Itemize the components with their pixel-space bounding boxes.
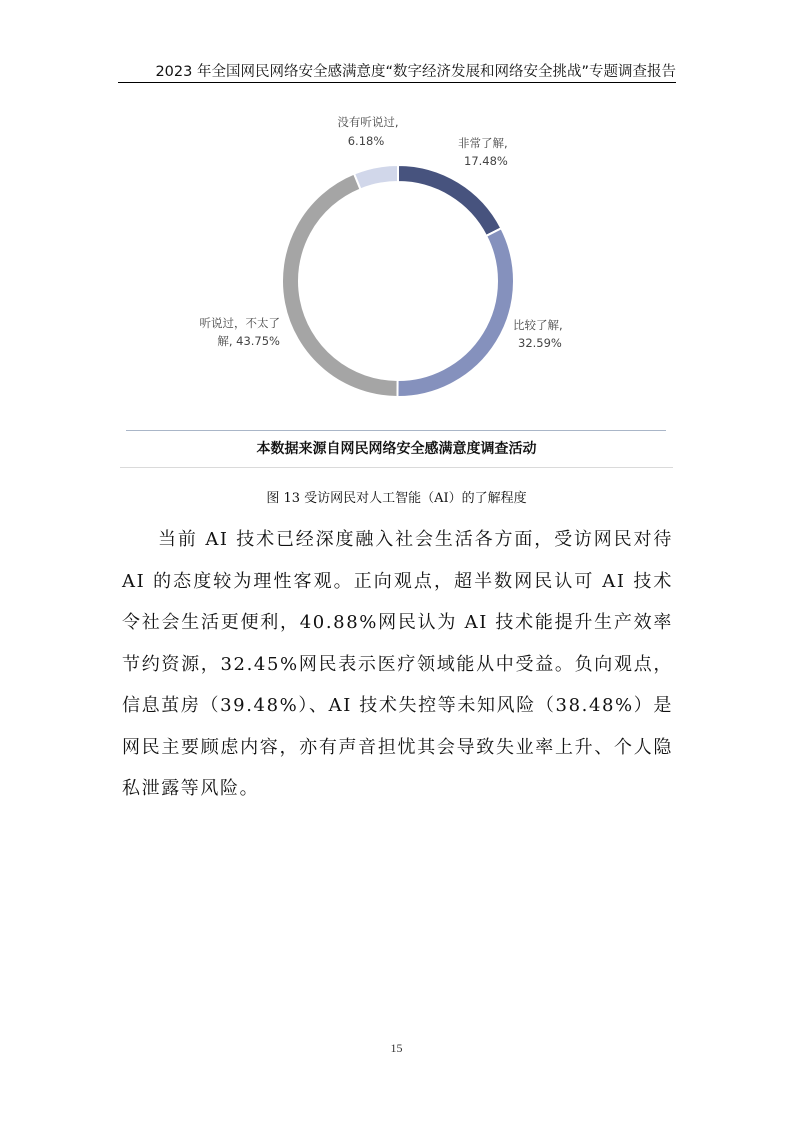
- report-header-title: 2023 年全国网民网络安全感满意度“数字经济发展和网络安全挑战”专题调查报告: [155, 64, 676, 80]
- donut-chart: [190, 105, 610, 400]
- slice-very-familiar: [398, 165, 501, 236]
- value-never-heard: 6.18%: [347, 134, 385, 148]
- body-paragraph: 当前 AI 技术已经深度融入社会生活各方面，受访网民对待 AI 的态度较为理性客观。正向观点，超半数网民认可 AI 技术令社会生活更便利，40.88%网民认为 AI 技术能提升生产效率节约资源，32.45%网民表示医疗领域能从中受益。负向观点，信息茧房（39.48%）、AI 技术失控等未知风险（38.48%）是网民主要顾虑内容，亦有声音担忧其会导致失业率上升、个人隐私泄露等风险。: [122, 529, 673, 799]
- label-heard-not-familiar-line2: 解, 43.75%: [217, 334, 280, 348]
- data-source-caption: 本数据来源自网民网络安全感满意度调查活动: [256, 441, 537, 457]
- label-somewhat-familiar: 比较了解,: [513, 318, 563, 332]
- slice-never-heard: [354, 165, 398, 189]
- figure-caption: 图 13 受访网民对人工智能（AI）的了解程度: [266, 491, 527, 506]
- slice-somewhat-familiar: [397, 228, 514, 397]
- label-heard-not-familiar-line1: 听说过，不太了: [199, 316, 280, 330]
- slice-heard-not-familiar: [282, 174, 398, 397]
- label-never-heard: 没有听说过,: [337, 115, 399, 129]
- header-divider: [118, 82, 676, 83]
- chart-divider: [126, 430, 666, 431]
- page-number: 15: [390, 1041, 403, 1055]
- value-somewhat-familiar: 32.59%: [518, 336, 562, 350]
- caption-divider: [120, 467, 673, 468]
- value-very-familiar: 17.48%: [464, 154, 508, 168]
- label-very-familiar: 非常了解,: [458, 136, 508, 150]
